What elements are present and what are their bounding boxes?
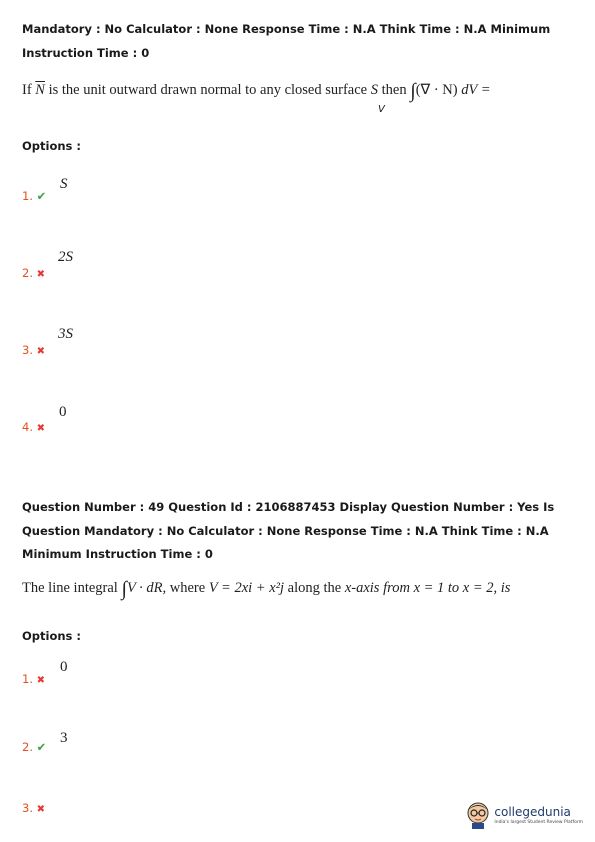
option-2-value: 2S bbox=[58, 249, 73, 265]
question-prefix: The line integral bbox=[22, 580, 118, 596]
options-label: Options : bbox=[22, 629, 81, 643]
cross-icon: ✖ bbox=[36, 423, 46, 434]
logo-tagline: India's largest Student Review Platform bbox=[494, 820, 583, 825]
surface-s: S bbox=[370, 82, 378, 98]
question-where: where bbox=[169, 580, 206, 596]
vector-n: $\overline{N}$ bbox=[35, 82, 45, 98]
question-text bbox=[22, 578, 510, 601]
question-mid: is the unit outward drawn normal to any closed surface bbox=[48, 82, 368, 98]
integrand: (∇ · N) bbox=[415, 82, 458, 98]
cross-icon: ✖ bbox=[36, 269, 46, 280]
option-2-value: 3 bbox=[60, 730, 68, 746]
option-3-number: 3. ✖ bbox=[22, 343, 46, 357]
integral-sign: ∫ bbox=[121, 578, 127, 600]
option-1-number: 1. ✖ bbox=[22, 672, 46, 686]
dv-label: dV = bbox=[461, 82, 491, 98]
question-meta: Mandatory : No Calculator : None Response Time : N.A Think Time : N.A Minimum Instruction Time : 0 bbox=[22, 22, 551, 60]
question-prefix: If bbox=[22, 82, 32, 98]
check-icon: ✔ bbox=[36, 189, 47, 203]
options-label: Options : bbox=[22, 139, 81, 153]
option-2-number: 2. ✔ bbox=[22, 740, 47, 754]
option-1-number: 1. ✔ bbox=[22, 189, 47, 203]
option-2-number: 2. ✖ bbox=[22, 266, 46, 280]
option-3-value: 3S bbox=[58, 326, 73, 342]
axis-label: x-axis from bbox=[344, 580, 410, 596]
question-text bbox=[22, 80, 491, 103]
range-label: x = 1 to x = 2, is bbox=[413, 580, 511, 596]
student-mascot-icon bbox=[465, 800, 491, 830]
option-1-value: S bbox=[60, 176, 68, 192]
question-then: then bbox=[381, 82, 407, 98]
option-1-value: 0 bbox=[60, 659, 68, 675]
vector-definition: V = 2xi + x²j bbox=[208, 580, 285, 596]
cross-icon: ✖ bbox=[36, 804, 46, 815]
question-meta: Question Number : 49 Question Id : 2106887453 Display Question Number : Yes Is Question Mandatory : No Calculator : None Response Time : N.A Think Time : N.A Minimum Instruction Time : 0 bbox=[22, 500, 555, 561]
integrand: V · dR, bbox=[126, 580, 167, 596]
question-along: along the bbox=[287, 580, 342, 596]
option-3-number: 3. ✖ bbox=[22, 801, 46, 815]
cross-icon: ✖ bbox=[36, 346, 46, 357]
integral-subscript: V bbox=[378, 104, 385, 115]
integral-sign: ∫ bbox=[410, 80, 416, 102]
option-4-value: 0 bbox=[59, 404, 67, 420]
option-4-number: 4. ✖ bbox=[22, 420, 46, 434]
check-icon: ✔ bbox=[36, 740, 47, 754]
collegedunia-logo bbox=[465, 800, 583, 830]
logo-name: collegedunia bbox=[494, 805, 571, 819]
cross-icon: ✖ bbox=[36, 675, 46, 686]
